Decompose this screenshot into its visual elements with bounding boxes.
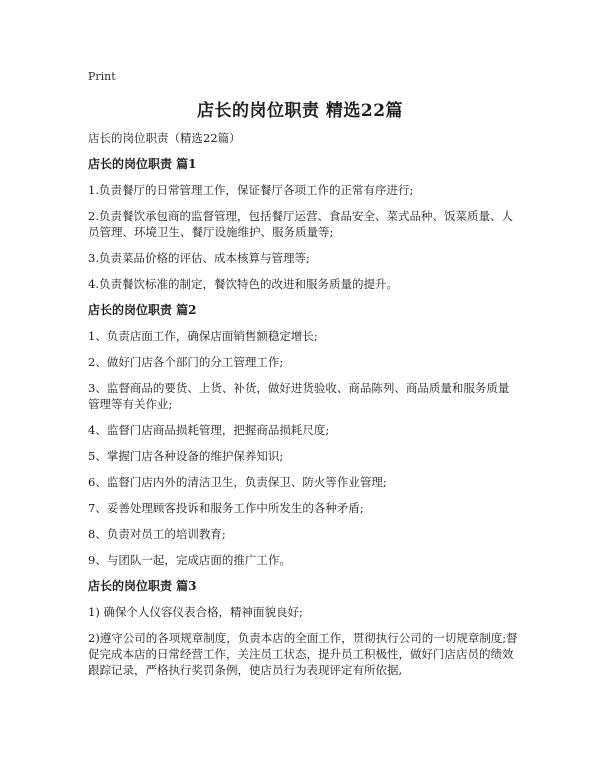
document-title: 店长的岗位职责 精选22篇 (196, 101, 404, 121)
list-item: 1、负责店面工作，确保店面销售额稳定增长; (88, 329, 318, 343)
list-item: 9、与团队一起，完成店面的推广工作。 (88, 553, 291, 567)
section-3 (88, 578, 520, 678)
list-item: 4、监督门店商品损耗管理，把握商品损耗尺度; (88, 423, 330, 437)
list-item: 6、监督门店内外的清洁卫生，负责保卫、防火等作业管理; (88, 475, 387, 489)
section-1 (88, 156, 520, 292)
list-item: 7、妥善处理顾客投诉和服务工作中所发生的各种矛盾; (88, 501, 364, 515)
list-item: 3、监督商品的要货、上货、补货，做好进货验收、商品陈列、商品质量和服务质量管理等有关作业; (88, 381, 510, 411)
section-heading: 店长的岗位职责 篇1 (88, 157, 197, 171)
list-item: 2.负责餐饮承包商的监督管理，包括餐厅运营、食品安全、菜式品种、饭菜质量、人员管理、环境卫生、餐厅设施维护、服务质量等; (88, 209, 513, 239)
list-item: 2、做好门店各个部门的分工管理工作; (88, 355, 284, 369)
list-item: 3.负责菜品价格的评估、成本核算与管理等; (88, 251, 310, 265)
section-heading: 店长的岗位职责 篇3 (88, 579, 197, 593)
print-link[interactable]: Print (88, 70, 116, 83)
document-body (88, 130, 520, 688)
section-heading: 店长的岗位职责 篇2 (88, 303, 197, 317)
list-item: 1.负责餐厅的日常管理工作，保证餐厅各项工作的正常有序进行; (88, 183, 414, 197)
list-item: 2)遵守公司的各项规章制度，负责本店的全面工作，贯彻执行公司的一切规章制度;督促完成本店的日常经营工作，关注员工状态，提升员工积极性，做好门店店员的绩效跟踪记录，严格执行奖罚条例，使店员行为表现评定有所依据, (88, 631, 518, 677)
list-item: 8、负责对员工的培训教育; (88, 527, 226, 541)
list-item: 4.负责餐饮标准的制定，餐饮特色的改进和服务质量的提升。 (88, 277, 398, 291)
list-item: 5、掌握门店各种设备的维护保养知识; (88, 449, 284, 463)
section-2 (88, 302, 520, 568)
list-item: 1) 确保个人仪容仪表合格，精神面貌良好; (88, 605, 303, 619)
document-subtitle: 店长的岗位职责（精选22篇） (88, 131, 241, 145)
